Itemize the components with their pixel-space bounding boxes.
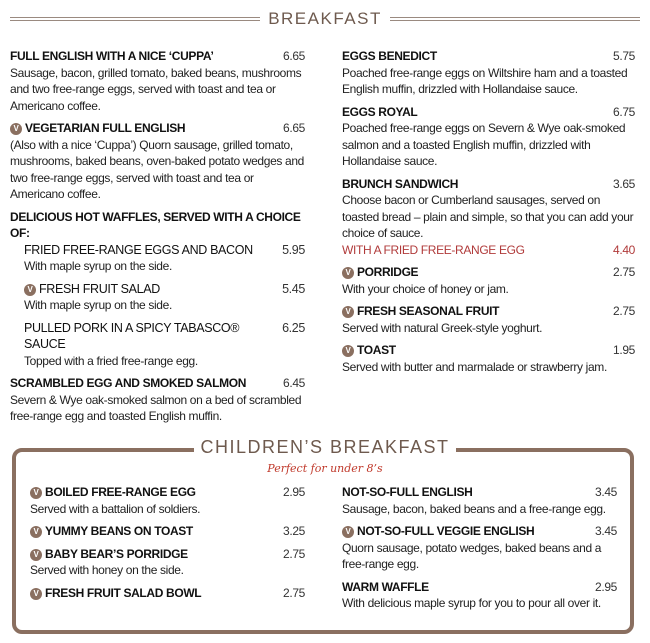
- item-name-wrap: [342, 523, 534, 540]
- item-header: [342, 303, 635, 320]
- item-price: 6.75: [613, 104, 635, 119]
- item-header: [30, 546, 305, 563]
- menu-item: [342, 484, 617, 517]
- item-header: [342, 342, 635, 359]
- item-description: Served with butter and marmalade or strawberry jam.: [342, 359, 607, 374]
- item-header: [24, 320, 305, 353]
- item-name-wrap: [342, 104, 417, 121]
- item-price: 3.45: [595, 485, 617, 499]
- item-price: 2.75: [613, 304, 635, 318]
- item-addon: [342, 242, 635, 259]
- vegetarian-icon: V: [24, 284, 36, 296]
- item-name-wrap: [342, 176, 458, 193]
- item-description: With maple syrup on the side.: [24, 259, 172, 273]
- item-name: EGGS ROYAL: [342, 104, 418, 119]
- item-header: [342, 264, 635, 281]
- menu-item: [342, 176, 635, 259]
- item-name: VEGETARIAN FULL ENGLISH: [25, 121, 186, 135]
- item-description: Choose bacon or Cumberland sausages, served on toasted bread – plain and simple, so that you can add your choice of sauce.: [342, 193, 634, 240]
- item-name-wrap: [24, 242, 253, 259]
- item-name: WARM WAFFLE: [342, 579, 429, 594]
- item-name: NOT-SO-FULL ENGLISH: [342, 485, 473, 499]
- item-name: BABY BEAR’S PORRIDGE: [45, 546, 188, 561]
- vegetarian-icon: V: [342, 526, 354, 538]
- item-price: 2.95: [283, 485, 305, 499]
- item-header: [10, 48, 305, 65]
- menu-item: [342, 104, 635, 170]
- menu-item: [10, 48, 305, 114]
- item-name: PULLED PORK IN A SPICY TABASCO® SAUCE: [24, 320, 240, 351]
- sub-item-wrap: [10, 242, 305, 275]
- breakfast-header: [10, 8, 640, 30]
- menu-item: [30, 484, 305, 517]
- item-name-wrap: [30, 585, 201, 602]
- item-name: FRESH SEASONAL FRUIT: [357, 304, 500, 318]
- item-name: TOAST: [357, 343, 396, 357]
- vegetarian-icon: V: [30, 526, 42, 538]
- item-name-wrap: [342, 579, 429, 596]
- item-header: [24, 281, 305, 298]
- vegetarian-icon: V: [30, 487, 42, 499]
- menu-item: [342, 303, 635, 336]
- item-name-wrap: [342, 342, 396, 359]
- item-price: 2.95: [595, 579, 617, 594]
- item-name-wrap: [30, 546, 188, 563]
- menu-item: [24, 242, 305, 275]
- sub-item-wrap: [10, 281, 305, 314]
- item-price: 6.65: [283, 121, 305, 135]
- item-description: Sausage, bacon, grilled tomato, baked beans, mushrooms and two free-range eggs, served with toast and tea or Americano coffee.: [10, 65, 302, 113]
- item-name: SCRAMBLED EGG AND SMOKED SALMON: [10, 376, 247, 390]
- menu-item: [10, 120, 305, 203]
- breakfast-right-column: [342, 48, 635, 381]
- vegetarian-icon: V: [10, 123, 22, 135]
- menu-item: [342, 264, 635, 297]
- item-name-wrap: [10, 209, 305, 242]
- item-description: Served with honey on the side.: [30, 563, 184, 577]
- item-name-wrap: [30, 523, 193, 540]
- menu-item: [10, 375, 305, 425]
- sub-item-wrap: [10, 320, 305, 370]
- item-header: [342, 484, 617, 501]
- item-name: FRESH FRUIT SALAD BOWL: [45, 585, 202, 600]
- children-header: [0, 437, 650, 458]
- menu-item: [10, 209, 305, 370]
- item-header: [10, 375, 305, 392]
- item-price: 5.75: [613, 49, 635, 63]
- addon-name: WITH A FRIED FREE-RANGE EGG: [342, 242, 525, 257]
- item-name: EGGS BENEDICT: [342, 49, 437, 63]
- item-header: [342, 523, 617, 540]
- item-price: 3.25: [283, 524, 305, 538]
- breakfast-left-column: [10, 48, 305, 431]
- item-description: Poached free-range eggs on Severn & Wye oak-smoked salmon and a toasted English muffin, drizzled with Hollandaise sauce.: [342, 121, 626, 168]
- item-price: 3.65: [613, 176, 635, 191]
- addon-price: 4.40: [613, 242, 635, 257]
- section-title: CHILDREN’S BREAKFAST: [194, 437, 455, 457]
- item-name-wrap: [10, 375, 246, 392]
- item-price: 2.75: [283, 546, 305, 561]
- vegetarian-icon: V: [30, 549, 42, 561]
- item-name: NOT-SO-FULL VEGGIE ENGLISH: [357, 524, 535, 538]
- item-name-wrap: [24, 281, 160, 298]
- item-name-wrap: [10, 120, 185, 137]
- item-price: 5.95: [282, 242, 305, 257]
- item-name: PORRIDGE: [357, 265, 419, 279]
- item-price: 6.45: [283, 376, 305, 390]
- menu-item: [342, 523, 617, 573]
- item-name-wrap: [342, 264, 418, 281]
- item-name: FRESH FRUIT SALAD: [39, 281, 160, 296]
- item-header: [342, 104, 635, 121]
- vegetarian-icon: V: [342, 306, 354, 318]
- item-description: Served with natural Greek-style yoghurt.: [342, 320, 543, 335]
- item-header: [30, 585, 305, 602]
- item-name: FULL ENGLISH WITH A NICE ‘CUPPA’: [10, 49, 214, 63]
- vegetarian-icon: V: [342, 267, 354, 279]
- children-right-column: [342, 484, 617, 618]
- item-description: (Also with a nice ‘Cuppa’) Quorn sausage, grilled tomato, mushrooms, baked beans, oven-baked potato wedges and two free-range eggs, served with toast and tea or Americano coffee.: [10, 137, 305, 201]
- item-name-wrap: [10, 48, 213, 65]
- item-description: Poached free-range eggs on Wiltshire ham and a toasted English muffin, drizzled with Hollandaise sauce.: [342, 65, 628, 96]
- item-header: [342, 176, 635, 193]
- divider: [10, 17, 260, 21]
- item-price: 5.45: [282, 281, 305, 296]
- item-description: With your choice of honey or jam.: [342, 281, 509, 296]
- item-header: [30, 523, 305, 540]
- item-header: [10, 120, 305, 137]
- item-name-wrap: [30, 484, 196, 501]
- item-name: YUMMY BEANS ON TOAST: [45, 524, 193, 538]
- item-price: 1.95: [613, 343, 635, 357]
- item-name-wrap: [342, 484, 472, 501]
- tagline: Perfect for under 8’s: [267, 462, 383, 475]
- section-title: BREAKFAST: [268, 9, 382, 28]
- item-price: 2.75: [283, 585, 305, 600]
- menu-item: [342, 48, 635, 98]
- menu-item: [24, 281, 305, 314]
- item-header: [24, 242, 305, 259]
- item-name: DELICIOUS HOT WAFFLES, SERVED WITH A CHOICE OF:: [10, 209, 301, 240]
- item-header: [10, 209, 305, 242]
- item-price: 2.75: [613, 265, 635, 279]
- item-price: 3.45: [595, 524, 617, 538]
- item-name-wrap: [342, 48, 437, 65]
- menu-item: [30, 546, 305, 579]
- divider: [390, 17, 640, 21]
- item-description: Sausage, bacon, baked beans and a free-range egg.: [342, 501, 606, 516]
- item-header: [342, 579, 617, 596]
- vegetarian-icon: V: [342, 345, 354, 357]
- item-description: With delicious maple syrup for you to pour all over it.: [342, 596, 601, 610]
- vegetarian-icon: V: [30, 588, 42, 600]
- item-header: [30, 484, 305, 501]
- item-name: FRIED FREE-RANGE EGGS AND BACON: [24, 242, 253, 257]
- children-left-column: [30, 484, 305, 607]
- menu-item: [24, 320, 305, 370]
- menu-item: [30, 585, 305, 602]
- menu-item: [342, 342, 635, 375]
- item-name: BRUNCH SANDWICH: [342, 176, 459, 191]
- item-name-wrap: [24, 320, 282, 353]
- item-name-wrap: [342, 303, 499, 320]
- item-description: Severn & Wye oak-smoked salmon on a bed of scrambled free-range egg and toasted English muffin.: [10, 392, 302, 423]
- item-header: [342, 48, 635, 65]
- item-price: 6.65: [283, 49, 305, 63]
- item-description: Topped with a fried free-range egg.: [24, 353, 198, 368]
- item-description: Quorn sausage, potato wedges, baked beans and a free-range egg.: [342, 540, 602, 571]
- item-name: BOILED FREE-RANGE EGG: [45, 485, 196, 499]
- item-description: Served with a battalion of soldiers.: [30, 501, 201, 516]
- menu-item: [342, 579, 617, 612]
- item-description: With maple syrup on the side.: [24, 298, 172, 312]
- menu-item: [30, 523, 305, 540]
- item-price: 6.25: [282, 320, 305, 335]
